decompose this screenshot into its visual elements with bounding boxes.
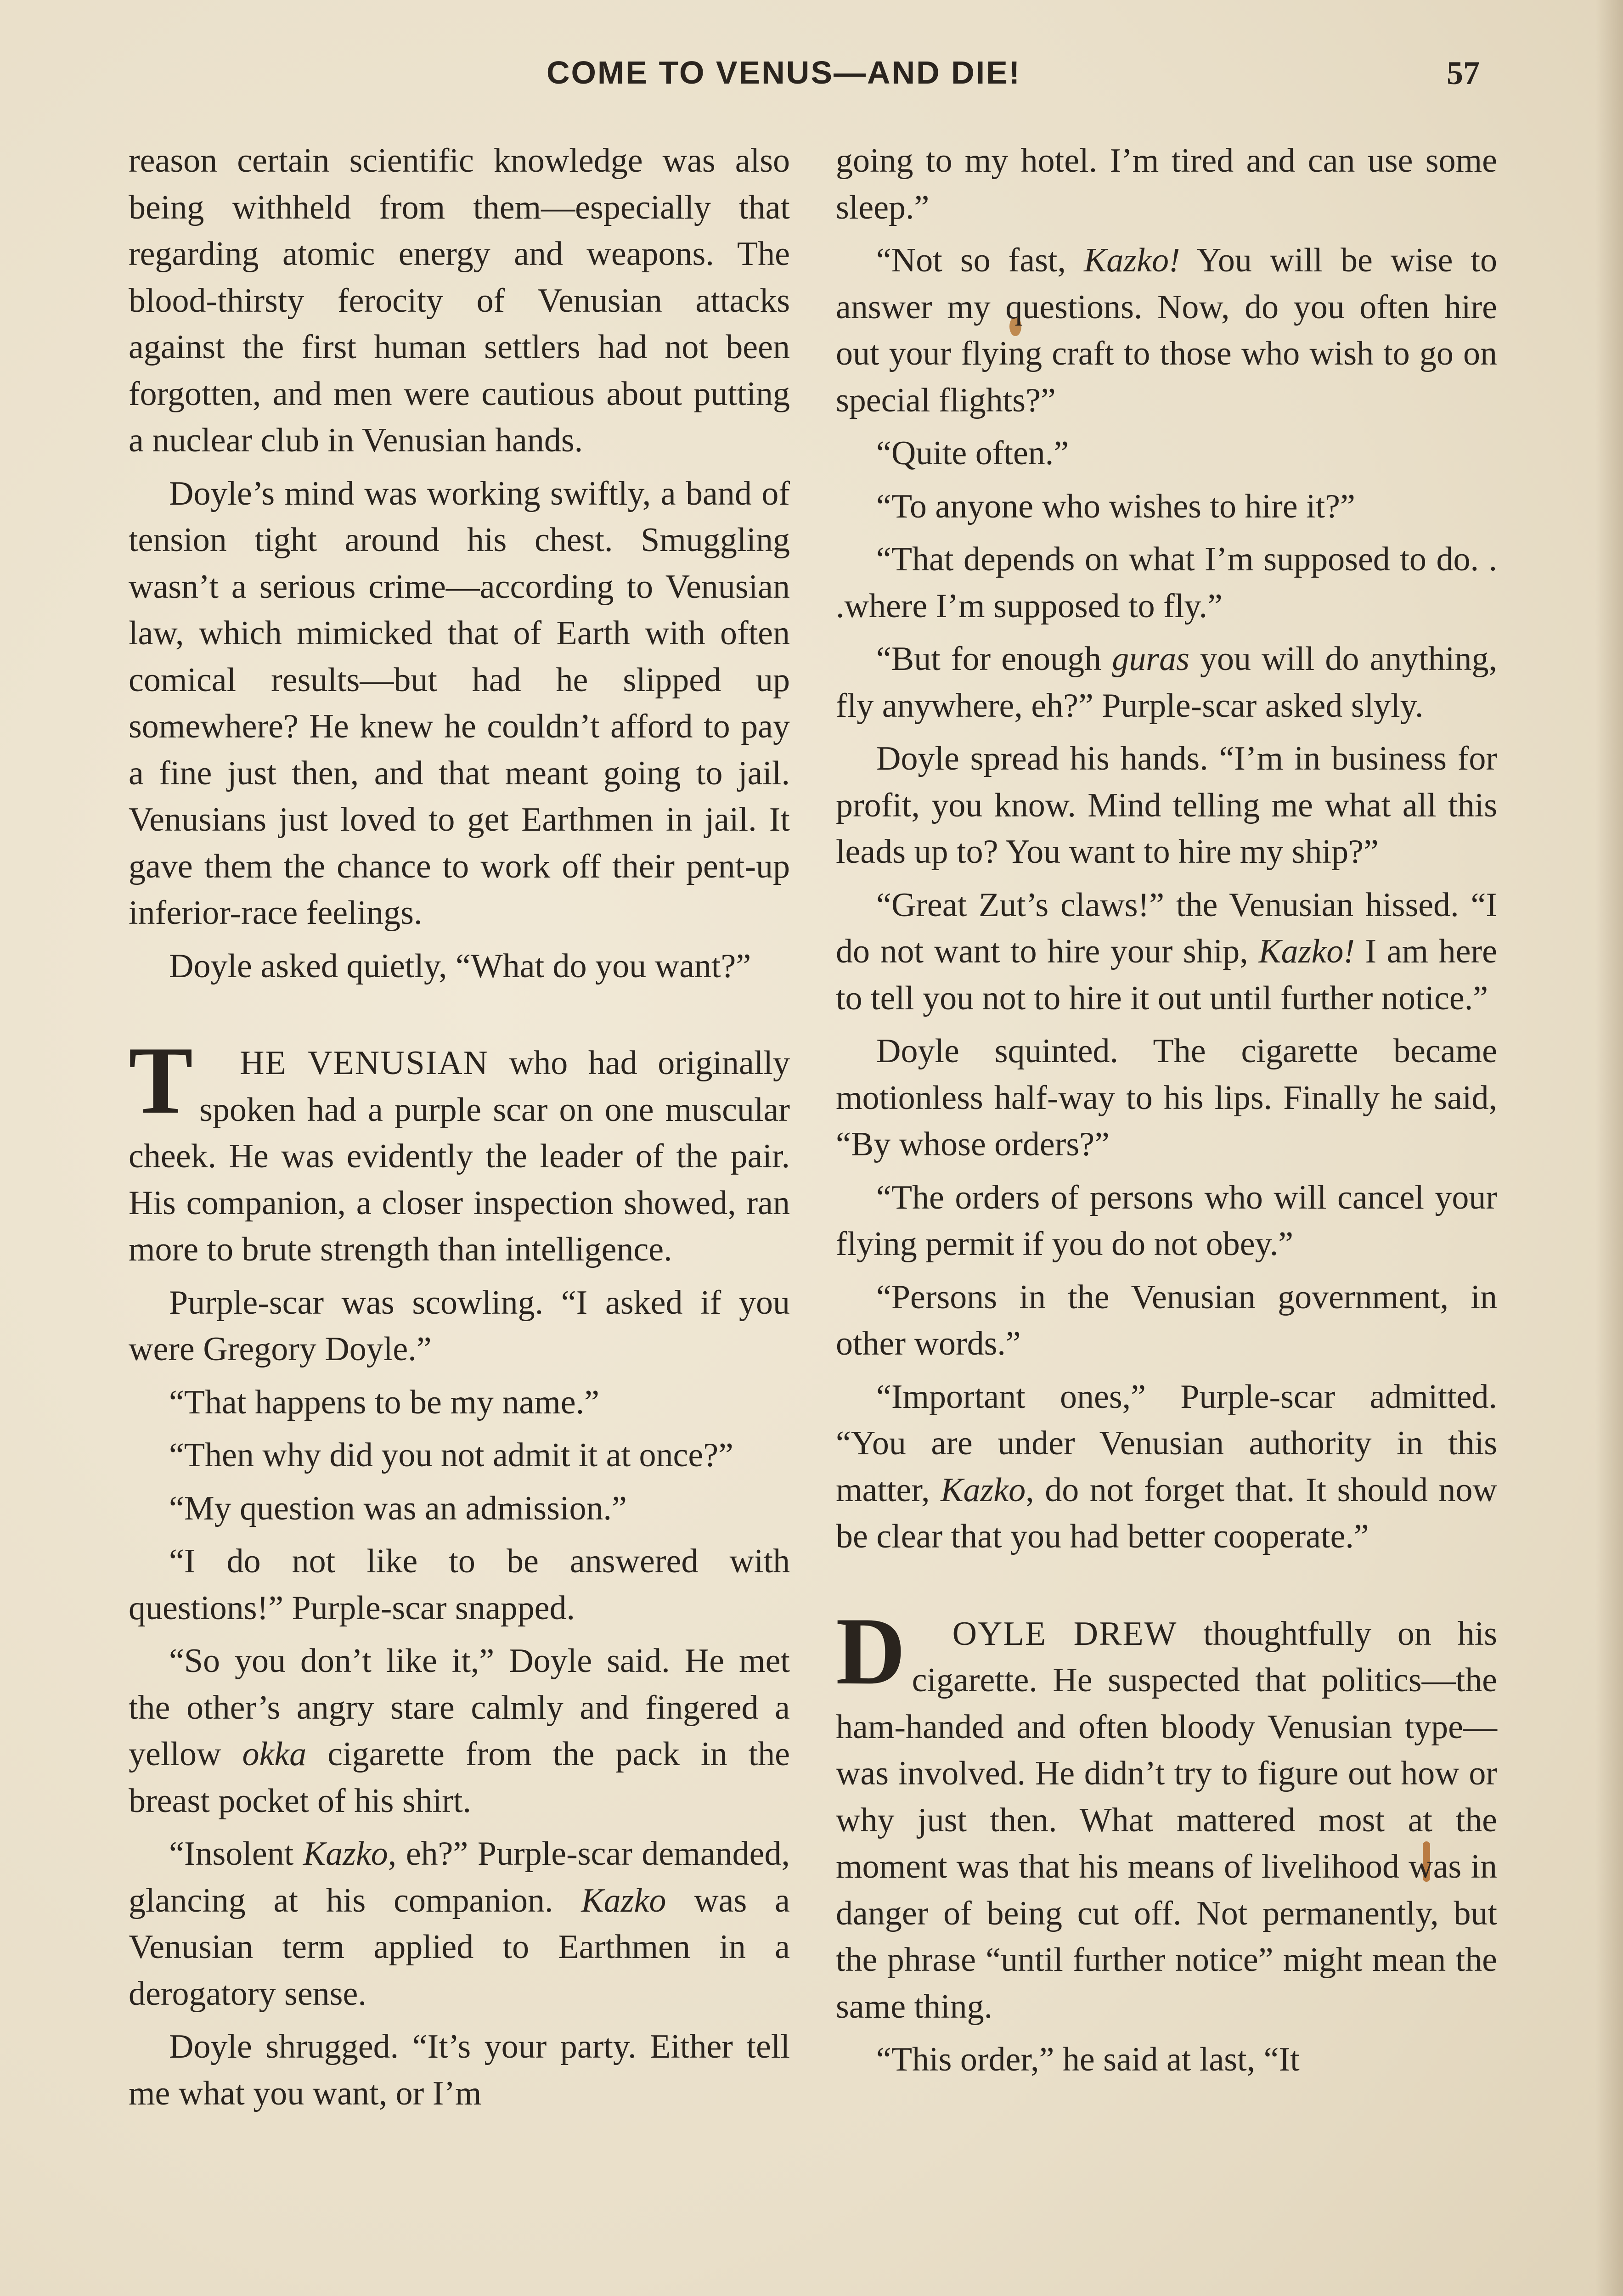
- paragraph: Doyle asked quietly, “What do you want?”: [169, 947, 751, 985]
- page-edge-shadow: [1595, 0, 1623, 2296]
- running-header: COME TO VENUS—AND DIE!: [547, 55, 1021, 90]
- paragraph: going to my hotel. I’m tired and can use some sleep.”: [836, 142, 1497, 226]
- paragraph: “To anyone who wishes to hire it?”: [876, 487, 1355, 525]
- paragraph: [836, 1374, 1497, 1560]
- paragraph: Purple-scar was scowling. “I asked if you were Gregory Doyle.”: [129, 1283, 790, 1368]
- paragraph: “That happens to be my name.”: [169, 1383, 599, 1421]
- paragraph: [129, 1638, 790, 1824]
- paragraph-text: , eh?” Purple-scar demanded, glancing at his companion.: [129, 1835, 790, 1919]
- paragraph: [836, 882, 1497, 1022]
- drop-cap: D: [836, 1598, 906, 1705]
- paragraph-text: cigarette from the pack in the breast pocket of his shirt.: [129, 1735, 790, 1820]
- paragraph: Doyle shrugged. “It’s your party. Either tell me what you want, or I’m: [129, 2028, 790, 2112]
- small-caps-lead: HE VENUSIAN: [240, 1044, 489, 1082]
- paragraph-text: , do not forget that. It should now be clear that you had better cooperate.”: [836, 1471, 1497, 1555]
- paragraph-text: “So you don’t like it,” Doyle said. He met the other’s angry stare calmly and fingered a yellow: [129, 1642, 790, 1773]
- italic-term: Kazko!: [1258, 933, 1355, 970]
- paragraph-text: You will be wise to answer my questions. Now, do you often hire out your flying craft to those who wish to go on special flights?”: [836, 242, 1497, 419]
- paragraph-text: you will do anything, fly anywhere, eh?” Purple-scar asked slyly.: [836, 640, 1497, 725]
- italic-term: Kazko: [941, 1471, 1026, 1509]
- paragraph-text: “Not so fast,: [876, 242, 1084, 279]
- paragraph: “I do not like to be answered with questions!” Purple-scar snapped.: [129, 1542, 790, 1627]
- right-column: [836, 138, 1497, 2090]
- paragraph-text: thoughtfully on his cigarette. He suspected that politics—the ham-handed and often bloody Venusian type—was involved. He didn’t try to figure out how or why just then. What mattered most at the moment was that his means of livelihood was in danger of being cut off. Not permanently, but the phrase “until further notice” might mean the same thing.: [836, 1615, 1497, 2026]
- small-caps-lead: OYLE DREW: [952, 1615, 1178, 1653]
- paragraph: Doyle spread his hands. “I’m in business for profit, you know. Mind telling me what all this leads up to? You want to hire my ship?”: [836, 740, 1497, 871]
- paragraph-text: I am here to tell you not to hire it out until further notice.”: [836, 933, 1497, 1017]
- drop-cap: T: [129, 1027, 193, 1134]
- paragraph-text: “Important ones,” Purple-scar admitted. “You are under Venusian authority in this matter,: [836, 1378, 1497, 1509]
- paragraph: [836, 636, 1497, 729]
- section-paragraph: [129, 1027, 790, 1273]
- paragraph: “My question was an admission.”: [169, 1489, 627, 1527]
- paragraph: “Quite often.”: [876, 434, 1069, 472]
- italic-term: guras: [1112, 640, 1189, 678]
- italic-term: Kazko: [303, 1835, 388, 1873]
- paragraph: [836, 237, 1497, 424]
- paragraph: Doyle’s mind was working swiftly, a band of tension tight around his chest. Smuggling wasn’t a serious crime—according to Venusian law, which mimicked that of Earth with often comical results—but had he slipped up somewhere? He knew he couldn’t afford to pay a fine just then, and that meant going to jail. Venusians just loved to get Earthmen in jail. It gave them the chance to work off their pent-up inferior-race feelings.: [129, 474, 790, 932]
- paragraph: Doyle squinted. The cigarette became motionless half-way to his lips. Finally he said, “By whose orders?”: [836, 1032, 1497, 1163]
- paragraph: “That depends on what I’m supposed to do. . .where I’m supposed to fly.”: [836, 540, 1497, 625]
- paragraph: “The orders of persons who will cancel your flying permit if you do not obey.”: [836, 1178, 1497, 1263]
- paragraph-text: was a Venusian term applied to Earthmen in a derogatory sense.: [129, 1881, 790, 2013]
- section-paragraph: [836, 1598, 1497, 2031]
- paragraph-text: “Great Zut’s claws!” the Venusian hissed. “I do not want to hire your ship,: [836, 886, 1497, 970]
- italic-term: Kazko!: [1083, 242, 1180, 279]
- italic-term: okka: [242, 1735, 307, 1773]
- paragraph: reason certain scientific knowledge was also being withheld from them—especially that regarding atomic energy and weapons. The blood-thirsty ferocity of Venusian attacks against the first human settlers had not been forgotten, and men were cautious about putting a nuclear club in Venusian hands.: [129, 142, 790, 459]
- italic-term: Kazko: [581, 1881, 666, 1919]
- left-column: [129, 138, 790, 2123]
- paragraph-text: “But for enough: [876, 640, 1112, 678]
- paragraph-text: “Insolent: [169, 1835, 303, 1873]
- paragraph: “Persons in the Venusian government, in other words.”: [836, 1278, 1497, 1362]
- paragraph: “Then why did you not admit it at once?”: [169, 1436, 733, 1474]
- paragraph-text: who had originally spoken had a purple scar on one muscular cheek. He was evidently the leader of the pair. His companion, a closer inspection showed, ran more to brute strength than intelligence.: [129, 1044, 790, 1268]
- paragraph: “This order,” he said at last, “It: [876, 2041, 1300, 2078]
- paragraph: [129, 1831, 790, 2017]
- page-number: 57: [1447, 55, 1480, 91]
